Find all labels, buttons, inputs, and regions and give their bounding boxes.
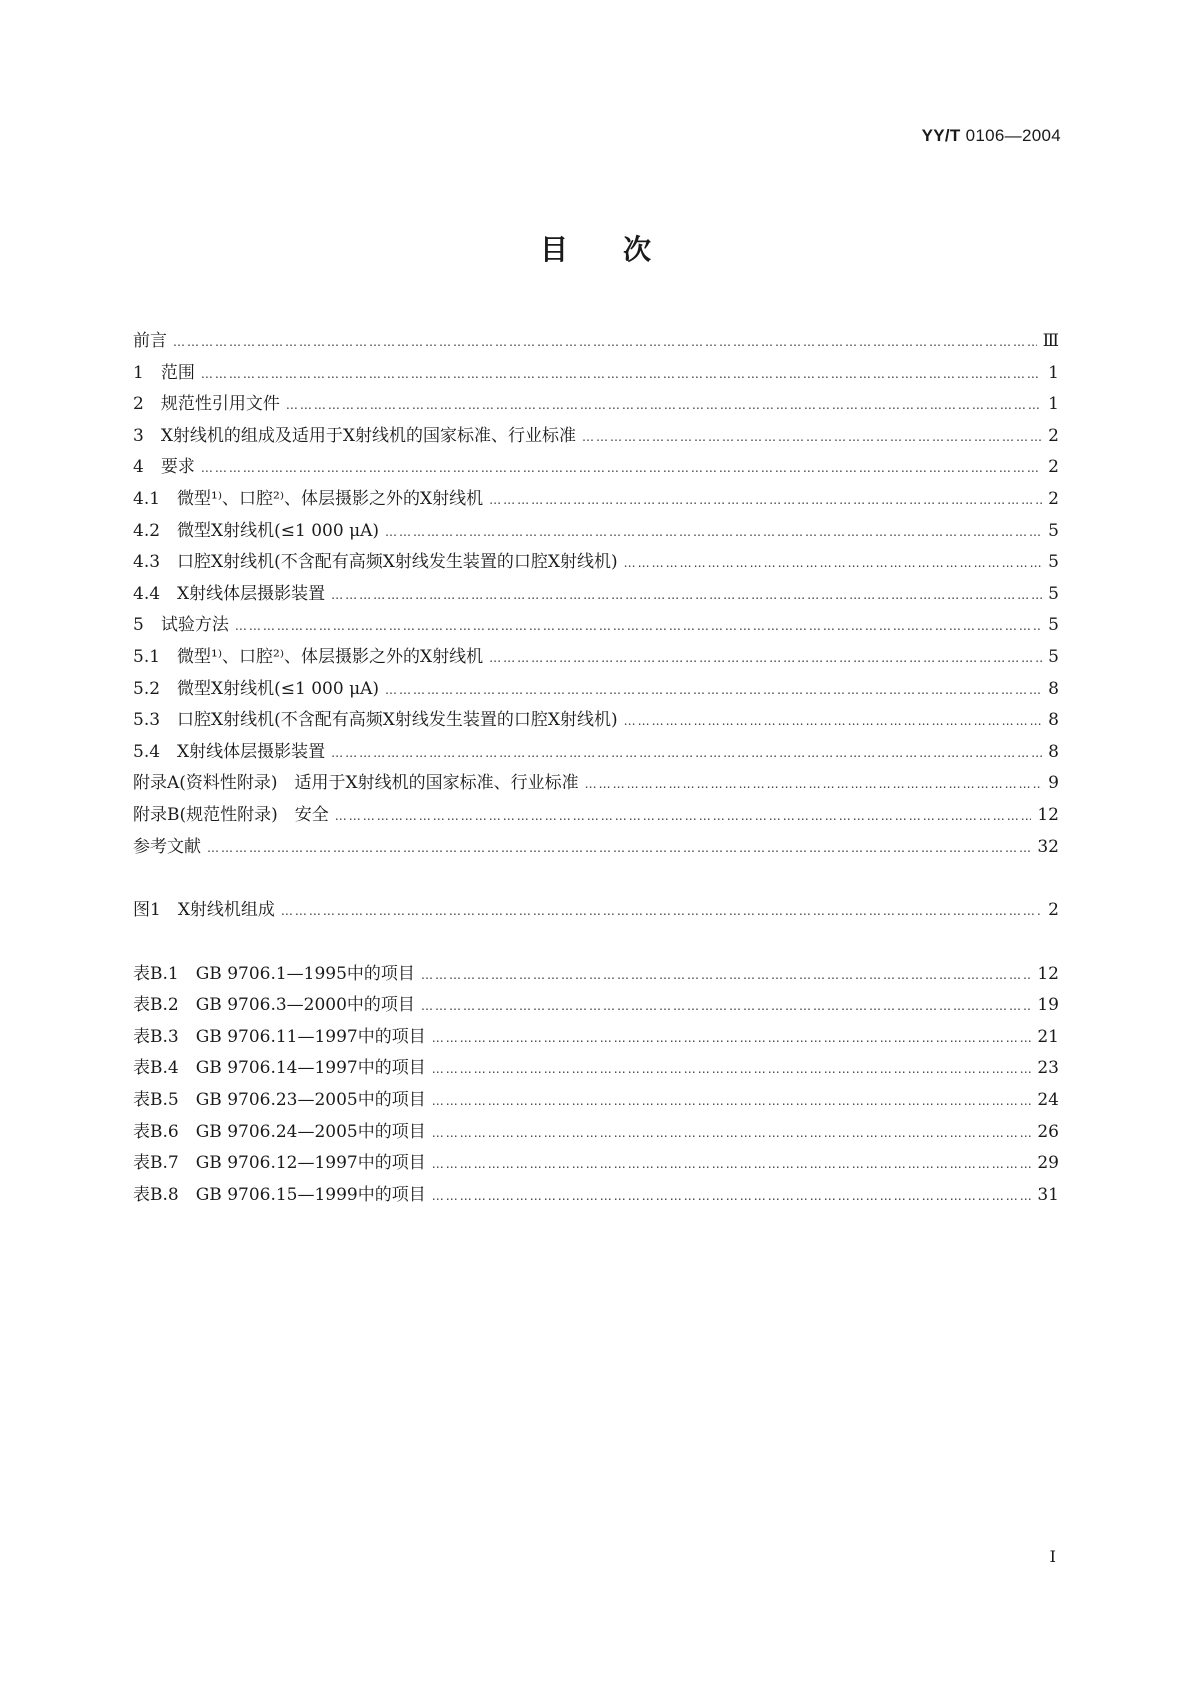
dot-leader [489,651,1042,665]
dot-leader [432,1189,1032,1203]
toc-entry[interactable] [133,547,1059,579]
table-of-contents [133,326,1059,1211]
toc-entry-label: 表B.2 GB 9706.3—2000中的项目 [133,995,415,1016]
toc-entry-page: 2 [1048,425,1059,446]
toc-entry-label: 表B.6 GB 9706.24—2005中的项目 [133,1121,426,1142]
toc-entry[interactable] [133,421,1059,453]
toc-entry[interactable] [133,452,1059,484]
standard-code: 0106—2004 [965,126,1061,145]
section-gap [133,927,1059,959]
toc-entry-page: 1 [1048,394,1059,415]
toc-entry-label: 4.1 微型¹⁾、口腔²⁾、体层摄影之外的X射线机 [133,488,484,509]
table-entry[interactable] [133,1117,1059,1149]
toc-entry-page: 21 [1037,1026,1059,1047]
toc-entry-page: 8 [1048,741,1059,762]
toc-entry-label: 4.2 微型X射线机(≤1 000 μA) [133,520,380,541]
toc-entry-page: 24 [1037,1090,1059,1111]
dot-leader [624,714,1043,728]
table-entry[interactable] [133,990,1059,1022]
toc-entry-page: 9 [1048,773,1059,794]
table-entry[interactable] [133,1085,1059,1117]
dot-leader [585,777,1043,791]
toc-entry-page: 23 [1037,1058,1059,1079]
toc-entry-label: 图1 X射线机组成 [133,900,275,921]
page-title: 目次 [539,233,706,266]
toc-entry-label: 前言 [133,331,167,351]
toc-entry[interactable] [133,358,1059,390]
dot-leader [432,1094,1032,1108]
toc-entry[interactable] [133,737,1059,769]
toc-entry-label: 表B.1 GB 9706.1—1995中的项目 [133,963,415,984]
toc-entry-page: 1 [1048,362,1059,383]
dot-leader [385,525,1042,539]
toc-entry-label: 表B.7 GB 9706.12—1997中的项目 [133,1153,426,1174]
toc-entry-page: 12 [1037,804,1059,825]
table-entry[interactable] [133,959,1059,991]
dot-leader [201,367,1042,381]
toc-entry[interactable] [133,610,1059,642]
toc-entry[interactable] [133,642,1059,674]
toc-entry-page: 19 [1037,995,1059,1016]
toc-entry-label: 5.4 X射线体层摄影装置 [133,741,326,762]
toc-entry-label: 附录B(规范性附录) 安全 [133,804,329,825]
toc-entry-label: 2 规范性引用文件 [133,394,280,415]
toc-entry[interactable] [133,674,1059,706]
toc-entry-label: 附录A(资料性附录) 适用于X射线机的国家标准、行业标准 [133,773,579,794]
dot-leader [489,493,1042,507]
toc-entry-label: 表B.3 GB 9706.11—1997中的项目 [133,1026,426,1047]
toc-entry[interactable] [133,516,1059,548]
standard-number [922,126,1061,146]
dot-leader [281,904,1042,918]
toc-entry-label: 4 要求 [133,457,195,478]
dot-leader [432,1062,1032,1076]
toc-entry-label: 5.3 口腔X射线机(不含配有高频X射线发生装置的口腔X射线机) [133,710,618,731]
toc-entry-label: 3 X射线机的组成及适用于X射线机的国家标准、行业标准 [133,425,577,446]
dot-leader [335,809,1032,823]
dot-leader [207,841,1031,855]
toc-entry-page: 8 [1048,710,1059,731]
toc-entry-label: 5.1 微型¹⁾、口腔²⁾、体层摄影之外的X射线机 [133,646,484,667]
toc-figure-list [133,895,1059,927]
dot-leader [201,461,1042,475]
toc-entry[interactable] [133,832,1059,864]
toc-entry[interactable] [133,326,1059,358]
toc-entry-page: 32 [1037,836,1059,857]
toc-entry-label: 5 试验方法 [133,615,229,636]
toc-entry-page: 2 [1048,900,1059,921]
figure-entry[interactable] [133,895,1059,927]
dot-leader [582,430,1042,444]
dot-leader [286,398,1042,412]
toc-entry-label: 参考文献 [133,836,201,857]
toc-entry-label: 表B.8 GB 9706.15—1999中的项目 [133,1184,426,1205]
toc-entry[interactable] [133,705,1059,737]
table-entry[interactable] [133,1053,1059,1085]
dot-leader [235,619,1042,633]
toc-entry-label: 1 范围 [133,362,195,383]
toc-entry-page: 5 [1048,520,1059,541]
toc-entry-label: 表B.4 GB 9706.14—1997中的项目 [133,1058,426,1079]
table-entry[interactable] [133,1148,1059,1180]
dot-leader [432,1126,1032,1140]
toc-entry-page: 2 [1048,488,1059,509]
dot-leader [421,968,1031,982]
section-gap [133,863,1059,895]
toc-entry[interactable] [133,768,1059,800]
table-entry[interactable] [133,1022,1059,1054]
toc-entry-page: 26 [1037,1121,1059,1142]
toc-section-list [133,326,1059,863]
toc-entry[interactable] [133,389,1059,421]
dot-leader [331,588,1042,602]
dot-leader [421,999,1031,1013]
dot-leader [173,335,1037,349]
standard-prefix: YY/T [921,126,961,145]
toc-entry-label: 4.4 X射线体层摄影装置 [133,583,326,604]
dot-leader [331,746,1042,760]
page-folio: I [1049,1547,1056,1566]
table-entry[interactable] [133,1180,1059,1212]
toc-entry[interactable] [133,579,1059,611]
toc-entry-page: 8 [1048,678,1059,699]
toc-entry-page: 31 [1037,1184,1059,1205]
toc-entry[interactable] [133,800,1059,832]
toc-entry-label: 表B.5 GB 9706.23—2005中的项目 [133,1090,426,1111]
toc-entry-page: 5 [1048,615,1059,636]
toc-entry-page: 5 [1048,583,1059,604]
dot-leader [624,556,1043,570]
toc-entry-page: Ⅲ [1042,331,1059,351]
dot-leader [432,1031,1032,1045]
toc-entry-page: 12 [1037,963,1059,984]
dot-leader [432,1157,1032,1171]
toc-entry-page: 5 [1048,552,1059,573]
toc-table-list [133,959,1059,1212]
dot-leader [385,683,1042,697]
toc-entry-page: 29 [1037,1153,1059,1174]
toc-entry-label: 5.2 微型X射线机(≤1 000 μA) [133,678,380,699]
toc-entry-page: 5 [1048,646,1059,667]
toc-entry-page: 2 [1048,457,1059,478]
toc-entry-label: 4.3 口腔X射线机(不含配有高频X射线发生装置的口腔X射线机) [133,552,618,573]
toc-entry[interactable] [133,484,1059,516]
